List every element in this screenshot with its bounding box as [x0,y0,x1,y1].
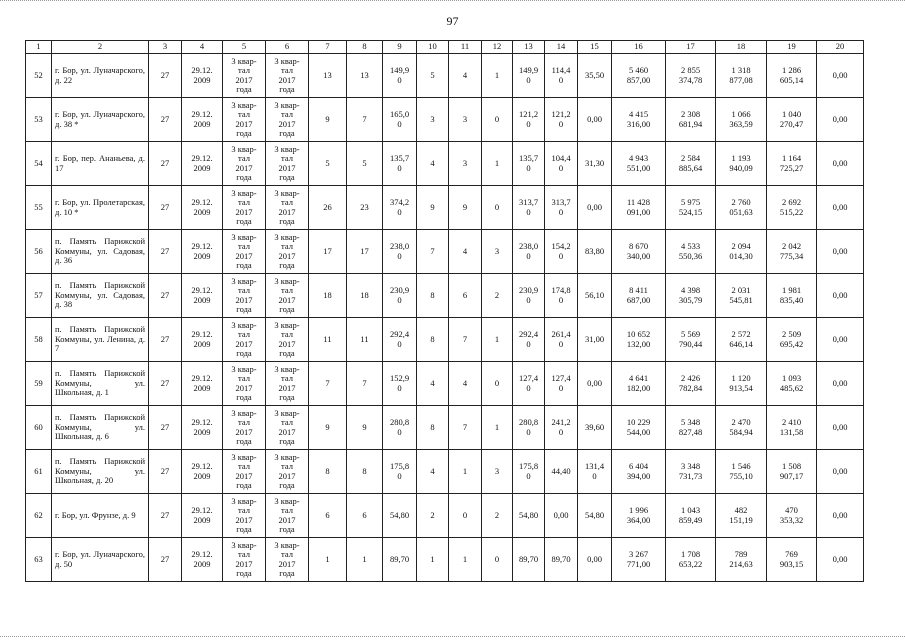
scan-edge-top [0,0,905,1]
cost-cell: 1 708 653,22 [666,538,716,582]
table-row [26,362,864,406]
cost-cell: 4 415 316,00 [612,98,666,142]
value-cell: 7 [417,230,449,274]
cost-cell: 5 975 524,15 [666,186,716,230]
value-cell: 1 [449,538,482,582]
cost-cell: 10 229 544,00 [612,406,666,450]
cost-cell: 6 404 394,00 [612,450,666,494]
cost-cell: 769 903,15 [767,538,817,582]
date-cell: 29.12. 2009 [182,538,223,582]
area-cell: 280,8 0 [383,406,417,450]
cost-cell: 1 546 755,10 [716,450,767,494]
area-cell: 0,00 [578,98,612,142]
value-cell: 8 [347,450,383,494]
table-row [26,54,864,98]
quarter-cell: 3 квар- тал 2017 года [266,54,309,98]
date-cell: 29.12. 2009 [182,406,223,450]
value-cell: 6 [449,274,482,318]
cost-cell: 2 572 646,14 [716,318,767,362]
table-row [26,274,864,318]
cost-cell: 1 981 835,40 [767,274,817,318]
area-cell: 39,60 [578,406,612,450]
area-cell: 44,40 [545,450,578,494]
quarter-cell: 3 квар- тал 2017 года [223,494,266,538]
area-cell: 31,30 [578,142,612,186]
area-cell: 54,80 [578,494,612,538]
value-cell: 4 [417,450,449,494]
value-cell: 6 [309,494,347,538]
column-header: 12 [482,41,513,54]
table-row [26,538,864,582]
cost-cell: 1 040 270,47 [767,98,817,142]
area-cell: 313,7 0 [545,186,578,230]
area-cell: 374,2 0 [383,186,417,230]
value-cell: 4 [449,230,482,274]
value-cell: 27 [149,186,182,230]
value-cell: 27 [149,494,182,538]
value-cell: 3 [449,142,482,186]
value-cell: 4 [449,362,482,406]
area-cell: 31,00 [578,318,612,362]
cost-cell: 5 460 857,00 [612,54,666,98]
cost-cell: 0,00 [817,362,864,406]
area-cell: 241,2 0 [545,406,578,450]
value-cell: 5 [347,142,383,186]
row-number: 62 [26,494,52,538]
value-cell: 27 [149,142,182,186]
area-cell: 54,80 [513,494,545,538]
quarter-cell: 3 квар- тал 2017 года [223,230,266,274]
value-cell: 1 [482,318,513,362]
value-cell: 7 [309,362,347,406]
value-cell: 17 [347,230,383,274]
table-body [26,54,864,582]
value-cell: 9 [309,98,347,142]
value-cell: 3 [449,98,482,142]
quarter-cell: 3 квар- тал 2017 года [223,538,266,582]
column-header: 15 [578,41,612,54]
row-number: 52 [26,54,52,98]
area-cell: 89,70 [383,538,417,582]
value-cell: 27 [149,54,182,98]
area-cell: 238,0 0 [383,230,417,274]
row-number: 56 [26,230,52,274]
area-cell: 56,10 [578,274,612,318]
quarter-cell: 3 квар- тал 2017 года [266,274,309,318]
column-header: 8 [347,41,383,54]
value-cell: 0 [482,186,513,230]
area-cell: 175,8 0 [513,450,545,494]
date-cell: 29.12. 2009 [182,230,223,274]
date-cell: 29.12. 2009 [182,274,223,318]
cost-cell: 0,00 [817,142,864,186]
value-cell: 2 [417,494,449,538]
cost-cell: 1 193 940,09 [716,142,767,186]
area-cell: 114,4 0 [545,54,578,98]
table-row [26,230,864,274]
quarter-cell: 3 квар- тал 2017 года [223,362,266,406]
cost-cell: 8 670 340,00 [612,230,666,274]
area-cell: 121,2 0 [545,98,578,142]
value-cell: 2 [482,494,513,538]
table-row [26,450,864,494]
scan-edge-bottom [0,636,905,637]
quarter-cell: 3 квар- тал 2017 года [266,494,309,538]
address-cell: п. Память Парижской Коммуны, ул. Школьная, д. 20 [52,450,149,494]
table-row [26,98,864,142]
value-cell: 6 [347,494,383,538]
value-cell: 27 [149,362,182,406]
cost-cell: 1 093 485,62 [767,362,817,406]
address-cell: п. Память Парижской Коммуны, ул. Ленина, д. 7 [52,318,149,362]
area-cell: 135,7 0 [383,142,417,186]
date-cell: 29.12. 2009 [182,186,223,230]
value-cell: 11 [309,318,347,362]
table-row [26,318,864,362]
quarter-cell: 3 квар- тал 2017 года [266,98,309,142]
cost-cell: 2 584 885,64 [666,142,716,186]
value-cell: 5 [309,142,347,186]
cost-cell: 1 066 363,59 [716,98,767,142]
row-number: 55 [26,186,52,230]
row-number: 60 [26,406,52,450]
row-number: 59 [26,362,52,406]
area-cell: 0,00 [578,362,612,406]
column-header: 4 [182,41,223,54]
address-cell: г. Бор, ул. Луначарского, д. 22 [52,54,149,98]
address-cell: г. Бор, пер. Ананьева, д. 17 [52,142,149,186]
value-cell: 0 [482,98,513,142]
column-header: 9 [383,41,417,54]
value-cell: 18 [309,274,347,318]
cost-cell: 789 214,63 [716,538,767,582]
value-cell: 27 [149,450,182,494]
column-header: 18 [716,41,767,54]
quarter-cell: 3 квар- тал 2017 года [266,450,309,494]
column-header: 11 [449,41,482,54]
cost-cell: 2 692 515,22 [767,186,817,230]
value-cell: 3 [417,98,449,142]
cost-cell: 1 286 605,14 [767,54,817,98]
row-number: 53 [26,98,52,142]
cost-cell: 2 426 782,84 [666,362,716,406]
cost-cell: 470 353,32 [767,494,817,538]
area-cell: 35,50 [578,54,612,98]
column-header: 6 [266,41,309,54]
area-cell: 127,4 0 [545,362,578,406]
value-cell: 1 [482,142,513,186]
area-cell: 313,7 0 [513,186,545,230]
value-cell: 7 [347,362,383,406]
value-cell: 2 [482,274,513,318]
quarter-cell: 3 квар- тал 2017 года [223,142,266,186]
quarter-cell: 3 квар- тал 2017 года [266,142,309,186]
cost-cell: 2 031 545,81 [716,274,767,318]
value-cell: 7 [449,318,482,362]
area-cell: 149,9 0 [383,54,417,98]
row-number: 58 [26,318,52,362]
row-number: 63 [26,538,52,582]
area-cell: 175,8 0 [383,450,417,494]
value-cell: 8 [417,318,449,362]
cost-cell: 0,00 [817,230,864,274]
cost-cell: 1 996 364,00 [612,494,666,538]
value-cell: 27 [149,98,182,142]
address-cell: п. Память Парижской Коммуны, ул. Садовая, д. 36 [52,230,149,274]
value-cell: 18 [347,274,383,318]
address-cell: г. Бор, ул. Луначарского, д. 50 [52,538,149,582]
value-cell: 0 [449,494,482,538]
cost-cell: 1 120 913,54 [716,362,767,406]
cost-cell: 2 760 051,63 [716,186,767,230]
area-cell: 149,9 0 [513,54,545,98]
table-row [26,406,864,450]
cost-cell: 0,00 [817,98,864,142]
value-cell: 1 [482,406,513,450]
quarter-cell: 3 квар- тал 2017 года [266,186,309,230]
area-cell: 152,9 0 [383,362,417,406]
column-number-row [26,41,864,54]
area-cell: 165,0 0 [383,98,417,142]
value-cell: 1 [449,450,482,494]
date-cell: 29.12. 2009 [182,494,223,538]
quarter-cell: 3 квар- тал 2017 года [266,362,309,406]
column-header: 17 [666,41,716,54]
column-header: 13 [513,41,545,54]
cost-cell: 0,00 [817,538,864,582]
value-cell: 7 [347,98,383,142]
cost-cell: 1 508 907,17 [767,450,817,494]
address-cell: п. Память Парижской Коммуны, ул. Садовая, д. 38 [52,274,149,318]
area-cell: 154,2 0 [545,230,578,274]
cost-cell: 0,00 [817,54,864,98]
area-cell: 230,9 0 [513,274,545,318]
quarter-cell: 3 квар- тал 2017 года [223,98,266,142]
area-cell: 174,8 0 [545,274,578,318]
table-row [26,186,864,230]
cost-cell: 2 470 584,94 [716,406,767,450]
quarter-cell: 3 квар- тал 2017 года [223,54,266,98]
value-cell: 27 [149,406,182,450]
area-cell: 292,4 0 [383,318,417,362]
date-cell: 29.12. 2009 [182,362,223,406]
value-cell: 1 [482,54,513,98]
value-cell: 8 [309,450,347,494]
row-number: 54 [26,142,52,186]
column-header: 1 [26,41,52,54]
area-cell: 280,8 0 [513,406,545,450]
cost-cell: 8 411 687,00 [612,274,666,318]
column-header: 7 [309,41,347,54]
quarter-cell: 3 квар- тал 2017 года [266,538,309,582]
value-cell: 1 [417,538,449,582]
value-cell: 9 [309,406,347,450]
value-cell: 8 [417,274,449,318]
column-header: 20 [817,41,864,54]
quarter-cell: 3 квар- тал 2017 года [223,406,266,450]
cost-cell: 3 348 731,73 [666,450,716,494]
cost-cell: 3 267 771,00 [612,538,666,582]
column-header: 16 [612,41,666,54]
address-cell: п. Память Парижской Коммуны, ул. Школьная, д. 1 [52,362,149,406]
date-cell: 29.12. 2009 [182,450,223,494]
cost-cell: 1 043 859,49 [666,494,716,538]
quarter-cell: 3 квар- тал 2017 года [266,406,309,450]
row-number: 61 [26,450,52,494]
quarter-cell: 3 квар- тал 2017 года [266,318,309,362]
value-cell: 26 [309,186,347,230]
cost-cell: 10 652 132,00 [612,318,666,362]
area-cell: 0,00 [545,494,578,538]
cost-cell: 4 943 551,00 [612,142,666,186]
area-cell: 135,7 0 [513,142,545,186]
area-cell: 54,80 [383,494,417,538]
table-row [26,142,864,186]
value-cell: 27 [149,318,182,362]
area-cell: 238,0 0 [513,230,545,274]
cost-cell: 1 318 877,08 [716,54,767,98]
cost-cell: 0,00 [817,406,864,450]
address-cell: г. Бор, ул. Пролетарская, д. 10 * [52,186,149,230]
value-cell: 13 [347,54,383,98]
cost-cell: 4 398 305,79 [666,274,716,318]
quarter-cell: 3 квар- тал 2017 года [223,318,266,362]
column-header: 19 [767,41,817,54]
value-cell: 9 [417,186,449,230]
column-header: 14 [545,41,578,54]
column-header: 2 [52,41,149,54]
value-cell: 23 [347,186,383,230]
registry-table-wrapper [25,40,864,582]
cost-cell: 2 094 014,30 [716,230,767,274]
cost-cell: 0,00 [817,186,864,230]
quarter-cell: 3 квар- тал 2017 года [266,230,309,274]
quarter-cell: 3 квар- тал 2017 года [223,450,266,494]
address-cell: г. Бор, ул. Фрунзе, д. 9 [52,494,149,538]
cost-cell: 5 569 790,44 [666,318,716,362]
area-cell: 121,2 0 [513,98,545,142]
cost-cell: 0,00 [817,494,864,538]
value-cell: 8 [417,406,449,450]
cost-cell: 4 641 182,00 [612,362,666,406]
value-cell: 27 [149,230,182,274]
value-cell: 17 [309,230,347,274]
value-cell: 13 [309,54,347,98]
value-cell: 27 [149,274,182,318]
date-cell: 29.12. 2009 [182,142,223,186]
value-cell: 11 [347,318,383,362]
quarter-cell: 3 квар- тал 2017 года [223,186,266,230]
cost-cell: 0,00 [817,274,864,318]
value-cell: 4 [417,362,449,406]
cost-cell: 482 151,19 [716,494,767,538]
value-cell: 0 [482,362,513,406]
date-cell: 29.12. 2009 [182,98,223,142]
date-cell: 29.12. 2009 [182,54,223,98]
cost-cell: 1 164 725,27 [767,142,817,186]
column-header: 5 [223,41,266,54]
cost-cell: 2 042 775,34 [767,230,817,274]
area-cell: 89,70 [545,538,578,582]
value-cell: 27 [149,538,182,582]
cost-cell: 2 509 695,42 [767,318,817,362]
area-cell: 0,00 [578,186,612,230]
column-header: 10 [417,41,449,54]
value-cell: 3 [482,230,513,274]
cost-cell: 5 348 827,48 [666,406,716,450]
cost-cell: 4 533 550,36 [666,230,716,274]
value-cell: 4 [417,142,449,186]
value-cell: 7 [449,406,482,450]
area-cell: 89,70 [513,538,545,582]
value-cell: 9 [347,406,383,450]
value-cell: 1 [347,538,383,582]
area-cell: 131,4 0 [578,450,612,494]
area-cell: 292,4 0 [513,318,545,362]
page-number: 97 [446,14,459,28]
area-cell: 0,00 [578,538,612,582]
value-cell: 3 [482,450,513,494]
value-cell: 0 [482,538,513,582]
address-cell: п. Память Парижской Коммуны, ул. Школьная, д. 6 [52,406,149,450]
value-cell: 5 [417,54,449,98]
housing-registry-table [25,40,864,582]
column-header: 3 [149,41,182,54]
cost-cell: 2 410 131,58 [767,406,817,450]
area-cell: 83,80 [578,230,612,274]
value-cell: 9 [449,186,482,230]
date-cell: 29.12. 2009 [182,318,223,362]
area-cell: 104,4 0 [545,142,578,186]
quarter-cell: 3 квар- тал 2017 года [223,274,266,318]
table-row [26,494,864,538]
cost-cell: 2 308 681,94 [666,98,716,142]
cost-cell: 0,00 [817,450,864,494]
address-cell: г. Бор, ул. Луначарского, д. 38 * [52,98,149,142]
cost-cell: 2 855 374,78 [666,54,716,98]
cost-cell: 11 428 091,00 [612,186,666,230]
value-cell: 4 [449,54,482,98]
area-cell: 127,4 0 [513,362,545,406]
cost-cell: 0,00 [817,318,864,362]
area-cell: 230,9 0 [383,274,417,318]
row-number: 57 [26,274,52,318]
value-cell: 1 [309,538,347,582]
area-cell: 261,4 0 [545,318,578,362]
